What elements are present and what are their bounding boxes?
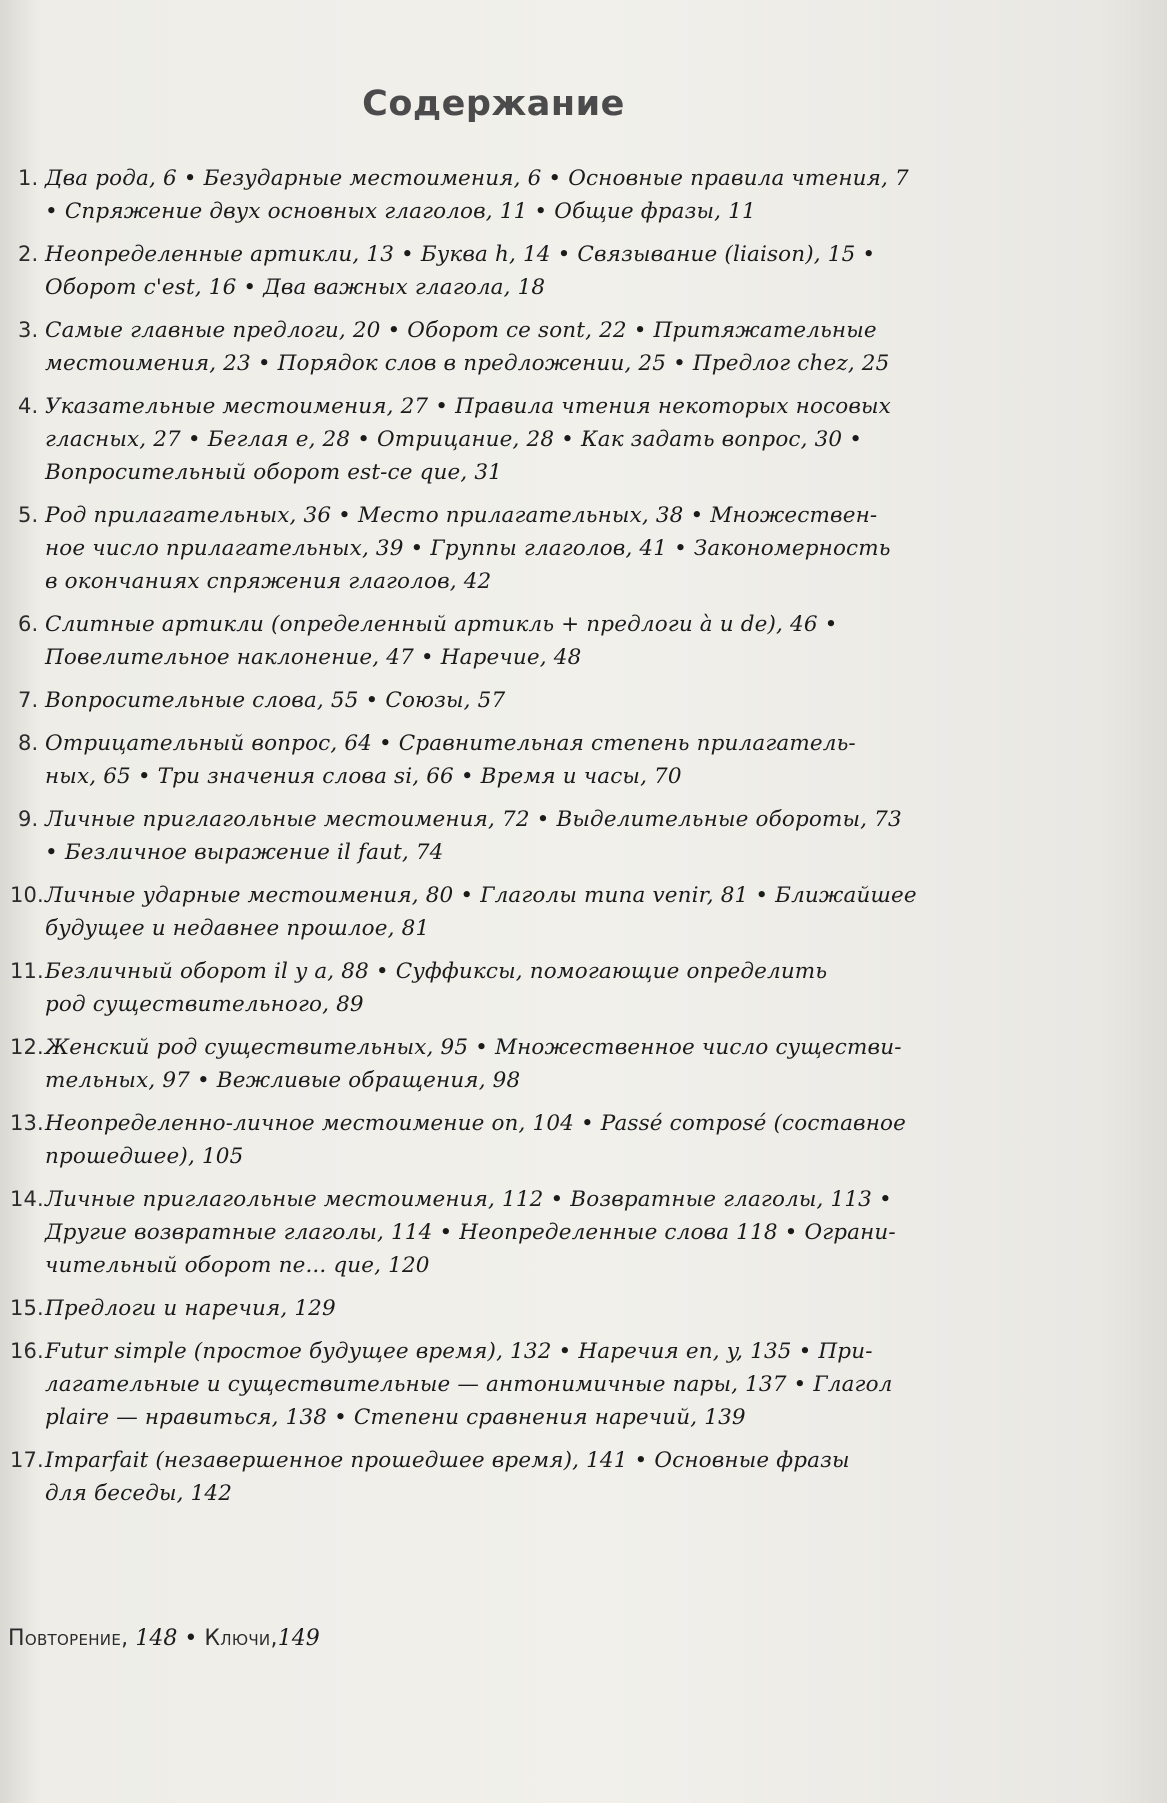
toc-entry — [10, 1031, 1028, 1097]
review-page: 148 • — [128, 1626, 205, 1651]
toc-entry-number: 9. — [18, 807, 39, 831]
toc-entry-number: 13. — [10, 1111, 44, 1135]
toc-entry-line: прошедшее), 105 — [45, 1144, 244, 1169]
toc-entry-number: 8. — [18, 731, 39, 755]
toc-entry-line: Вопросительный оборот est-ce que, 31 — [45, 460, 503, 485]
toc-entry — [18, 499, 1028, 598]
toc-entry-number: 6. — [18, 612, 39, 636]
toc-entry — [10, 1107, 1028, 1173]
toc-entry-number: 10. — [10, 883, 44, 907]
toc-entry-line: в окончаниях спряжения глаголов, 42 — [45, 569, 492, 594]
toc-entry — [10, 1183, 1028, 1282]
toc-entry-line: Два рода, 6 • Безударные местоимения, 6 • Основные правила чтения, 7 — [45, 166, 909, 191]
toc-entry — [18, 727, 1028, 793]
toc-entry-line: Личные приглагольные местоимения, 112 • Возвратные глаголы, 113 • — [45, 1187, 892, 1212]
toc-entry-line: Повелительное наклонение, 47 • Наречие, 48 — [45, 645, 582, 670]
toc-entry-line: • Спряжение двух основных глаголов, 11 • Общие фразы, 11 — [45, 199, 756, 224]
toc-entry-line: Неопределенно-личное местоимение on, 104 • Passé composé (составное — [45, 1111, 906, 1136]
toc-entry-number: 11. — [10, 959, 44, 983]
toc-entry-number: 15. — [10, 1296, 44, 1320]
toc-entry — [18, 608, 1028, 674]
toc-entry-number: 7. — [18, 688, 39, 712]
toc-entry — [10, 879, 1028, 945]
toc-entry-line: род существительного, 89 — [45, 992, 364, 1017]
toc-entry-line: Предлоги и наречия, 129 — [45, 1296, 336, 1321]
toc-entry — [18, 238, 1028, 304]
toc-entry-line: Слитные артикли (определенный артикль + предлоги à и de), 46 • — [45, 612, 838, 637]
toc-entry-line: Вопросительные слова, 55 • Союзы, 57 — [45, 688, 506, 713]
toc-entry-number: 2. — [18, 242, 39, 266]
toc-entry-line: Другие возвратные глаголы, 114 • Неопределенные слова 118 • Ограни- — [45, 1220, 896, 1245]
toc-entry-line: Imparfait (незавершенное прошедшее время), 141 • Основные фразы — [45, 1448, 850, 1473]
toc-entry-line: Futur simple (простое будущее время), 132 • Наречия en, y, 135 • При- — [45, 1339, 873, 1364]
toc-entry-line: • Безличное выражение il faut, 74 — [45, 840, 444, 865]
table-of-contents — [10, 162, 1028, 1520]
toc-entry-line: тельных, 97 • Вежливые обращения, 98 — [45, 1068, 521, 1093]
toc-entry-number: 1. — [18, 166, 39, 190]
toc-entry-line: Оборот c'est, 16 • Два важных глагола, 18 — [45, 275, 546, 300]
toc-entry-line: лагательные и существительные — антонимичные пары, 137 • Глагол — [45, 1372, 893, 1397]
toc-entry — [18, 390, 1028, 489]
toc-entry-line: Самые главные предлоги, 20 • Оборот ce sont, 22 • Притяжательные — [45, 318, 877, 343]
toc-entry-line: plaire — нравиться, 138 • Степени сравнения наречий, 139 — [45, 1405, 746, 1430]
toc-entry — [10, 1444, 1028, 1510]
toc-entry-line: Отрицательный вопрос, 64 • Сравнительная степень прилагатель- — [45, 731, 856, 756]
toc-entry-line: чительный оборот ne... que, 120 — [45, 1253, 430, 1278]
toc-entry-line: Указательные местоимения, 27 • Правила чтения некоторых носовых — [45, 394, 891, 419]
toc-entry — [18, 803, 1028, 869]
toc-entry — [18, 162, 1028, 228]
keys-label: Ключи, — [204, 1626, 278, 1651]
toc-entry-number: 12. — [10, 1035, 44, 1059]
toc-entry-line: Личные ударные местоимения, 80 • Глаголы типа venir, 81 • Ближайшее — [45, 883, 917, 908]
toc-entry-line: Личные приглагольные местоимения, 72 • Выделительные обороты, 73 — [45, 807, 902, 832]
toc-footer — [8, 1622, 320, 1655]
toc-entry-number: 17. — [10, 1448, 44, 1472]
toc-entry — [10, 1335, 1028, 1434]
toc-entry-line: ное число прилагательных, 39 • Группы глаголов, 41 • Закономерность — [45, 536, 891, 561]
toc-entry-line: гласных, 27 • Беглая е, 28 • Отрицание, 28 • Как задать вопрос, 30 • — [45, 427, 863, 452]
toc-entry-number: 5. — [18, 503, 39, 527]
page-title: Содержание — [362, 84, 625, 124]
toc-entry-number: 3. — [18, 318, 39, 342]
toc-entry-line: для беседы, 142 — [45, 1481, 233, 1506]
toc-entry — [10, 955, 1028, 1021]
toc-entry-number: 4. — [18, 394, 39, 418]
toc-entry-number: 16. — [10, 1339, 44, 1363]
toc-entry-number: 14. — [10, 1187, 44, 1211]
toc-entry-line: Неопределенные артикли, 13 • Буква h, 14 • Связывание (liaison), 15 • — [45, 242, 876, 267]
toc-entry — [18, 684, 1028, 717]
toc-entry-line: Женский род существительных, 95 • Множественное число существи- — [45, 1035, 902, 1060]
toc-entry-line: Род прилагательных, 36 • Место прилагательных, 38 • Множествен- — [45, 503, 878, 528]
toc-entry-line: ных, 65 • Три значения слова si, 66 • Время и часы, 70 — [45, 764, 682, 789]
toc-entry — [10, 1292, 1028, 1325]
toc-entry — [18, 314, 1028, 380]
review-label: Повторение, — [8, 1626, 129, 1651]
toc-entry-line: будущее и недавнее прошлое, 81 — [45, 916, 430, 941]
keys-page: 149 — [277, 1626, 320, 1651]
toc-entry-line: Безличный оборот il y a, 88 • Суффиксы, помогающие определить — [45, 959, 828, 984]
toc-entry-line: местоимения, 23 • Порядок слов в предложении, 25 • Предлог chez, 25 — [45, 351, 890, 376]
